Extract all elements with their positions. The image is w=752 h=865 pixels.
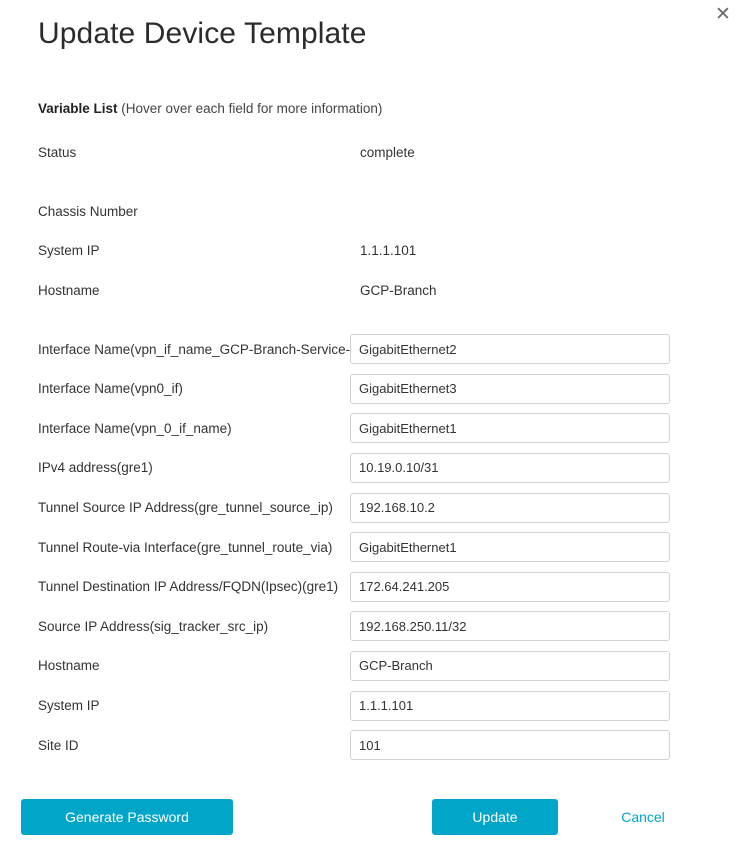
form-row — [38, 369, 714, 409]
field-label: Tunnel Destination IP Address/FQDN(Ipsec)(gre1) — [38, 579, 339, 595]
form-row — [38, 192, 714, 232]
form-row — [38, 133, 714, 173]
field-input[interactable] — [350, 334, 670, 364]
form-row — [38, 271, 714, 311]
form-row — [38, 231, 714, 271]
field-input[interactable] — [350, 532, 670, 562]
field-label: IPv4 address(gre1) — [38, 460, 153, 476]
update-button[interactable]: Update — [432, 799, 558, 835]
row-spacer — [38, 173, 714, 192]
field-label: System IP — [38, 243, 100, 259]
form-row — [38, 607, 714, 647]
field-label: Chassis Number — [38, 203, 138, 219]
field-label: Hostname — [38, 658, 100, 674]
variable-list-label: Variable List — [38, 101, 118, 116]
variable-list-hint: (Hover over each field for more information) — [117, 101, 383, 116]
field-value: 1.1.1.101 — [360, 243, 417, 259]
form-row — [38, 567, 714, 607]
generate-password-button[interactable]: Generate Password — [21, 799, 233, 835]
field-value: complete — [360, 145, 415, 161]
field-value: GCP-Branch — [360, 283, 437, 299]
form-row — [38, 409, 714, 449]
field-input[interactable] — [350, 691, 670, 721]
page-title: Update Device Template — [38, 17, 367, 50]
field-label: Interface Name(vpn_0_if_name) — [38, 420, 232, 436]
form-row — [38, 527, 714, 567]
field-label: Interface Name(vpn0_if) — [38, 381, 183, 397]
field-input[interactable] — [350, 493, 670, 523]
field-input[interactable] — [350, 374, 670, 404]
dialog-footer — [0, 798, 752, 865]
field-label: Source IP Address(sig_tracker_src_ip) — [38, 618, 269, 634]
field-label: Site ID — [38, 737, 79, 753]
field-label: System IP — [38, 698, 100, 714]
form-row — [38, 488, 714, 528]
field-label: Tunnel Source IP Address(gre_tunnel_source_ip) — [38, 500, 333, 516]
variable-list-heading — [38, 101, 382, 116]
field-input[interactable] — [350, 611, 670, 641]
form-row — [38, 686, 714, 726]
form-row — [38, 329, 714, 369]
field-input[interactable] — [350, 572, 670, 602]
form-row — [38, 646, 714, 686]
form-row — [38, 725, 714, 765]
row-spacer — [38, 310, 714, 329]
field-input[interactable] — [350, 730, 670, 760]
field-label: Status — [38, 145, 77, 161]
cancel-button[interactable]: Cancel — [600, 799, 686, 835]
field-label: Hostname — [38, 283, 100, 299]
variable-form — [38, 133, 714, 765]
field-value — [350, 211, 360, 212]
close-icon[interactable]: ✕ — [712, 4, 734, 26]
field-label: Tunnel Route-via Interface(gre_tunnel_route_via) — [38, 539, 333, 555]
form-row — [38, 448, 714, 488]
field-input[interactable] — [350, 453, 670, 483]
field-label: Interface Name(vpn_if_name_GCP-Branch-Service- — [38, 341, 350, 357]
field-input[interactable] — [350, 651, 670, 681]
field-input[interactable] — [350, 413, 670, 443]
